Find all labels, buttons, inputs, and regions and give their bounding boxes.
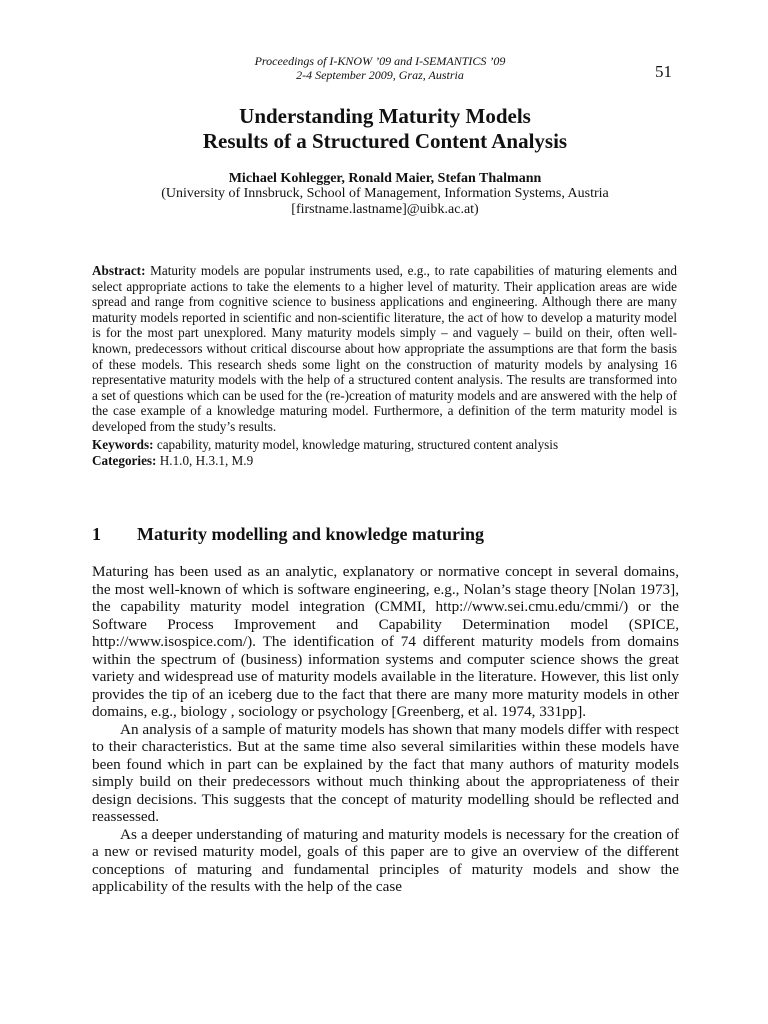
- page-number: 51: [655, 62, 672, 81]
- paper-title: [90, 104, 680, 154]
- header-proceedings: Proceedings of I-KNOW ’09 and I-SEMANTICS ’09: [254, 54, 506, 68]
- authors: Michael Kohlegger, Ronald Maier, Stefan Thalmann: [228, 171, 542, 186]
- abstract-label: Abstract:: [92, 263, 146, 278]
- categories-label: Categories:: [92, 452, 157, 468]
- section-title: Maturity modelling and knowledge maturing: [137, 524, 485, 544]
- abstract-text: Maturity models are popular instruments used, e.g., to rate capabilities of maturing elements and select appropriate actions to take the elements to a higher level of maturity. Their application areas are wide spread and range from cognitive science to business applications and engineering. Although there are many maturity models reported in scientific and non-scientific literature, the act of how to develop a maturity model is for the most part unexplored. Many maturity models simply – and vaguely – build on their, often well-known, predecessors without critical discourse about how appropriate the assumptions are that form the basis of these models. This research sheds some light on the construction of maturity models by analysing 16 representative maturity models with the help of a structured content analysis. The results are transformed into a set of questions which can be used for the (re-)creation of maturity models and are answered with the help of the case example of a knowledge maturing model. Furthermore, a definition of the term maturity model is developed from the study’s results.: [92, 263, 677, 434]
- affiliation-line-1: (University of Innsbruck, School of Management, Information Systems, Austria: [161, 186, 609, 201]
- paragraph: Maturing has been used as an analytic, explanatory or normative concept in several domains, the most well-known of which is software engineering, e.g., Nolan’s stage theory [Nolan 1973], the capability maturity model integration (CMMI, http://www.sei.cmu.edu/cmmi/) or the Software Process Improvement and Capability Determination model (SPICE, http://www.isospice.com/). The identification of 74 different maturity models from domains within the spectrum of (business) information systems and computer science shows the great variety and widespread use of maturity models available in the literature. However, this list only provides the tip of an iceberg due to the fact that there are many more maturity models in other domains, e.g., biology , sociology or psychology [Greenberg, et al. 1974, 331pp].: [92, 563, 679, 720]
- section-number: 1: [92, 524, 101, 544]
- title-line-2: Results of a Structured Content Analysis: [202, 129, 568, 153]
- paragraph: An analysis of a sample of maturity models has shown that many models differ with respect to their characteristics. But at the same time also several similarities within these models have been found which in part can be explained by the fact that many authors of maturity models simply build on their predecessors without much thinking about the appropriateness of their design decisions. This suggests that the concept of maturity modelling should be reflected and reassessed.: [92, 720, 679, 825]
- categories-line: [92, 453, 677, 469]
- keywords-block: [92, 437, 677, 468]
- affiliation-line-2: [firstname.lastname]@uibk.ac.at): [291, 202, 479, 217]
- affiliation: [90, 186, 680, 218]
- keywords-line: [92, 437, 677, 453]
- keywords-label: Keywords:: [92, 437, 154, 452]
- keywords-text: capability, maturity model, knowledge maturing, structured content analysis: [156, 437, 559, 452]
- paragraph: As a deeper understanding of maturing and maturity models is necessary for the creation of a new or revised maturity model, goals of this paper are to give an overview of the different conceptions of maturing and fundamental principles of maturity models and show the applicability of the results with the help of the case: [92, 825, 679, 895]
- running-header: [180, 54, 580, 82]
- body-text: [92, 563, 679, 896]
- section-heading: [92, 524, 484, 545]
- abstract: [92, 263, 677, 435]
- categories-text: H.1.0, H.3.1, M.9: [159, 452, 254, 468]
- header-date-location: 2-4 September 2009, Graz, Austria: [296, 68, 464, 82]
- title-line-1: Understanding Maturity Models: [239, 104, 531, 128]
